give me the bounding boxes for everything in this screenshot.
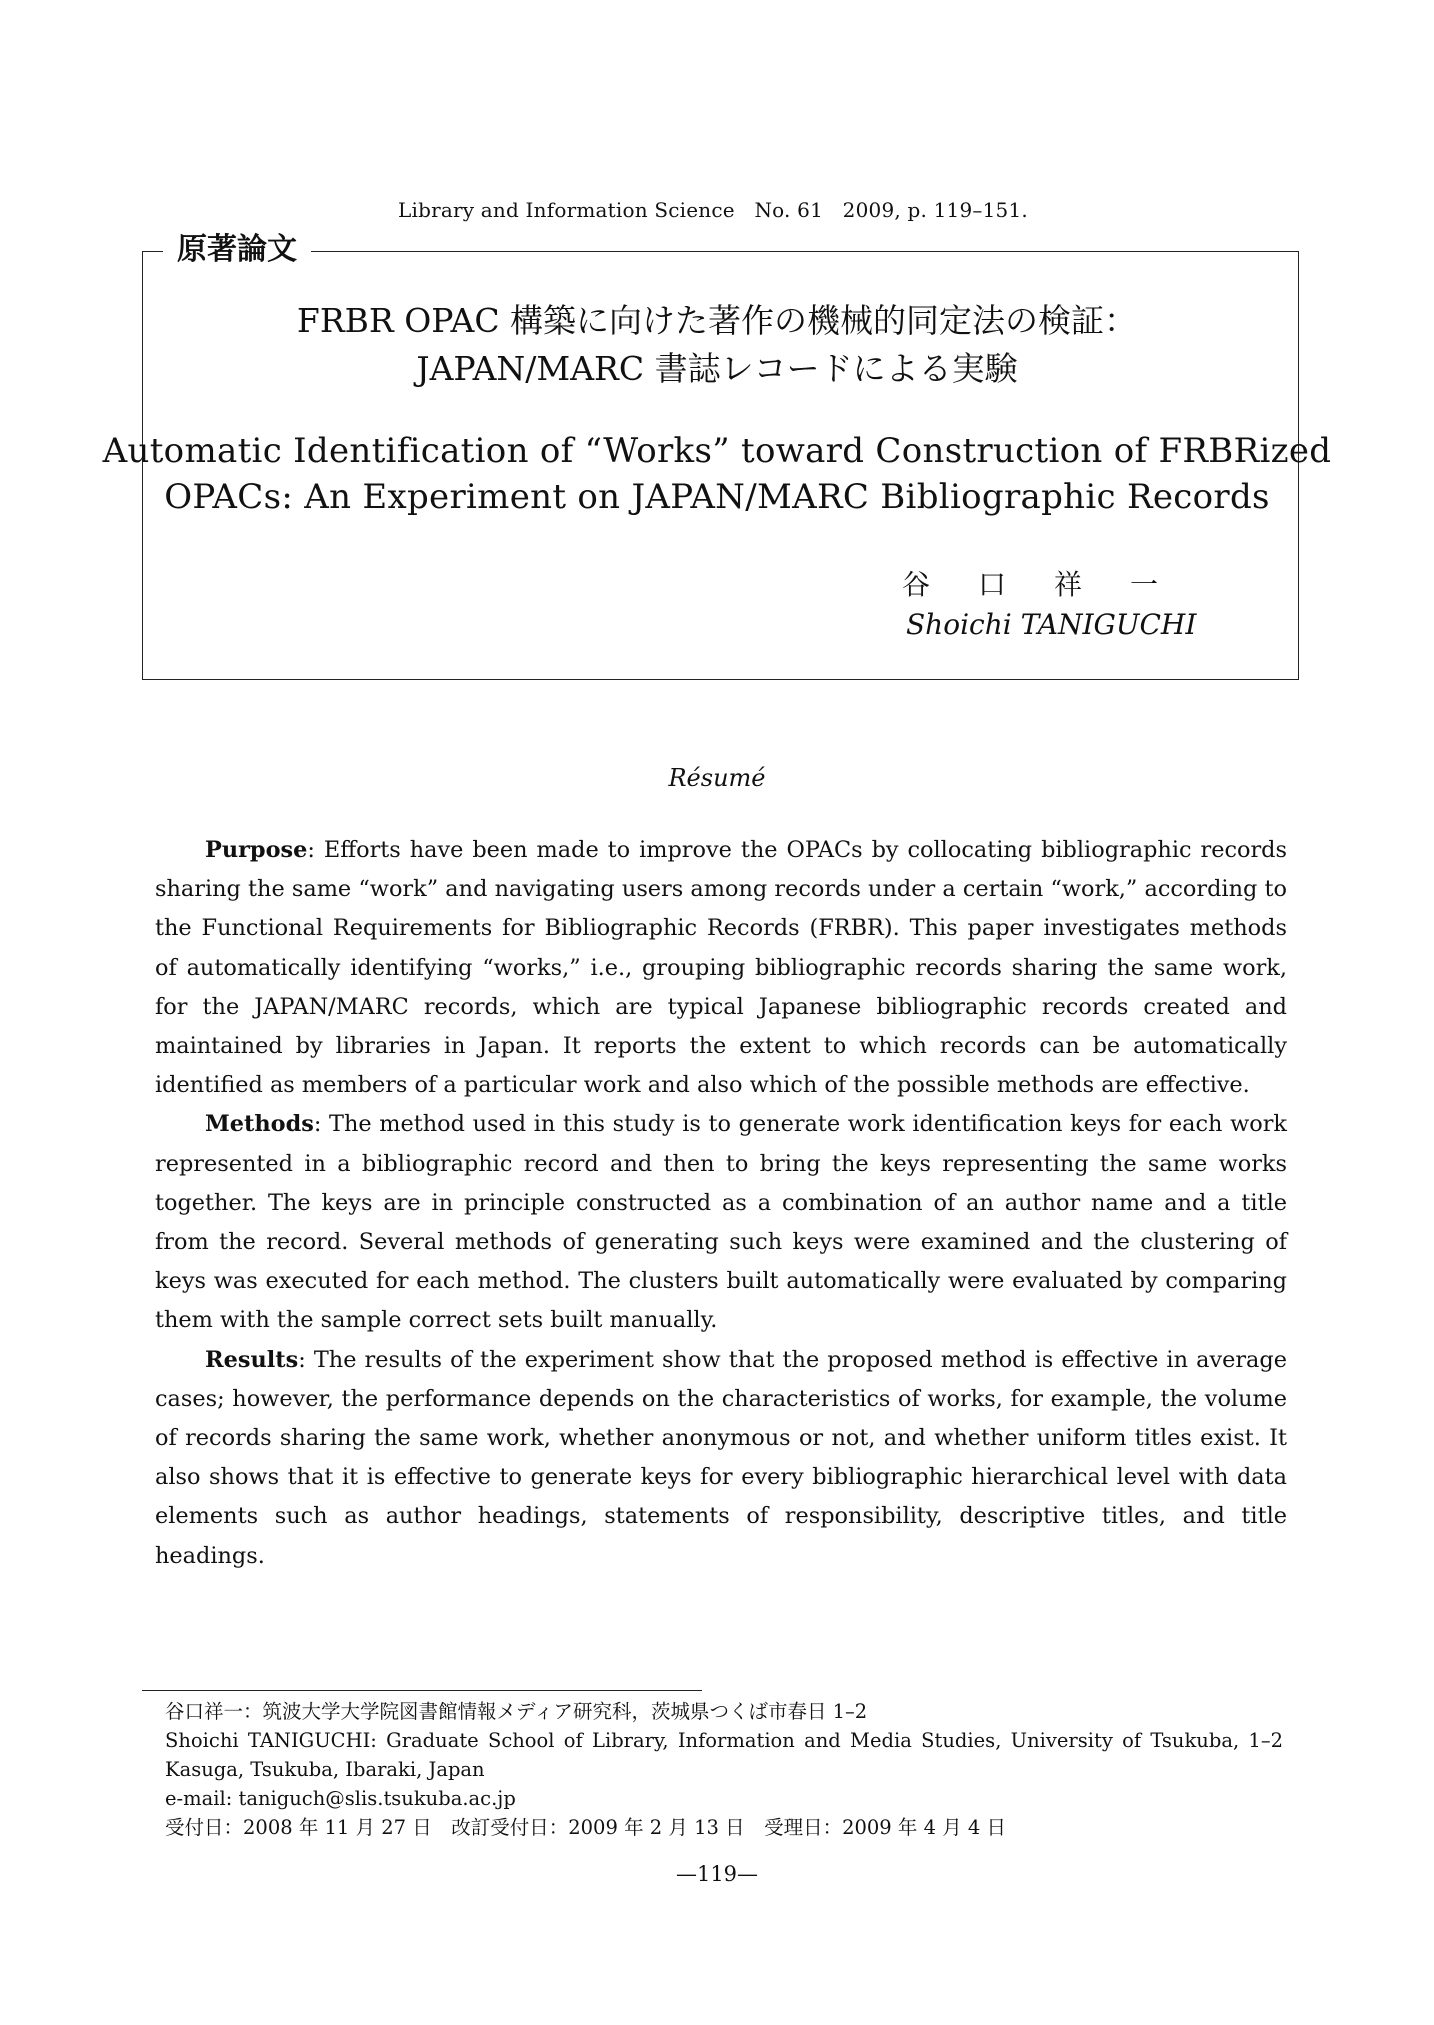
japanese-title-line-1: FRBR OPAC 構築に向けた著作の機械的同定法の検証： [296, 301, 1138, 340]
resume-heading: Résumé [668, 764, 766, 792]
abstract-paragraph-methods [155, 1105, 1287, 1340]
page-number: —119— [675, 1862, 759, 1886]
results-text: : The results of the experiment show that the proposed method is effective in average cases; however, the performance depends on the characteristics of works, for example, the volume of records sharing the same work, whether anonymous or not, and whether uniform titles exist. It also shows that it is effective to generate keys for every bibliographic hierarchical level with data elements such as author headings, statements of responsibility, descriptive titles, and title headings. [155, 1346, 1287, 1569]
journal-citation: Library and Information Science No. 61 2009, p. 119–151. [398, 198, 1028, 222]
affiliation-japanese: 谷口祥一：筑波大学大学院図書館情報メディア研究科，茨城県つくば市春日 1–2 [165, 1700, 868, 1723]
purpose-label: Purpose [205, 837, 308, 863]
author-name-japanese: 谷口祥一 [902, 568, 1207, 601]
affiliation-english: Shoichi TANIGUCHI: Graduate School of Library, Information and Media Studies, University of Tsukuba, 1–2 Kasuga, Tsukuba, Ibaraki, Japan [165, 1729, 1283, 1781]
abstract-paragraph-purpose [155, 831, 1287, 1105]
footnotes [165, 1697, 1283, 1842]
english-title-line-2: OPACs: An Experiment on JAPAN/MARC Bibliographic Records [164, 477, 1270, 517]
english-title-line-1: Automatic Identification of “Works” toward Construction of FRBRized [102, 431, 1332, 471]
methods-label: Methods [205, 1111, 314, 1138]
author-email: e-mail: taniguch@slis.tsukuba.ac.jp [165, 1787, 516, 1810]
article-category-label: 原著論文 [163, 228, 311, 272]
author-name-english: Shoichi TANIGUCHI [906, 608, 1197, 641]
abstract-paragraph-results [155, 1341, 1287, 1576]
submission-dates: 受付日：2008 年 11 月 27 日 改訂受付日：2009 年 2 月 13 日 受理日：2009 年 4 月 4 日 [165, 1816, 1007, 1839]
footnote-divider [142, 1690, 702, 1691]
abstract-body [155, 831, 1287, 1576]
methods-text: : The method used in this study is to generate work identification keys for each work represented in a bibliographic record and then to bring the keys representing the same works together. The keys are in principle constructed as a combination of an author name and a title from the record. Several methods of generating such keys were examined and the clustering of keys was executed for each method. The clusters built automatically were evaluated by comparing them with the sample correct sets built manually. [155, 1111, 1287, 1334]
results-label: Results [205, 1346, 299, 1373]
purpose-text: : Efforts have been made to improve the OPACs by collocating bibliographic records sharing the same “work” and navigating users among records under a certain “work,” according to the Functional Requirements for Bibliographic Records (FRBR). This paper investigates methods of automatically identifying “works,” i.e., grouping bibliographic records sharing the same work, for the JAPAN/MARC records, which are typical Japanese bibliographic records created and maintained by libraries in Japan. It reports the extent to which records can be automatically identified as members of a particular work and also which of the possible methods are effective. [155, 837, 1287, 1099]
japanese-title-line-2: JAPAN/MARC 書誌レコードによる実験 [416, 349, 1018, 388]
